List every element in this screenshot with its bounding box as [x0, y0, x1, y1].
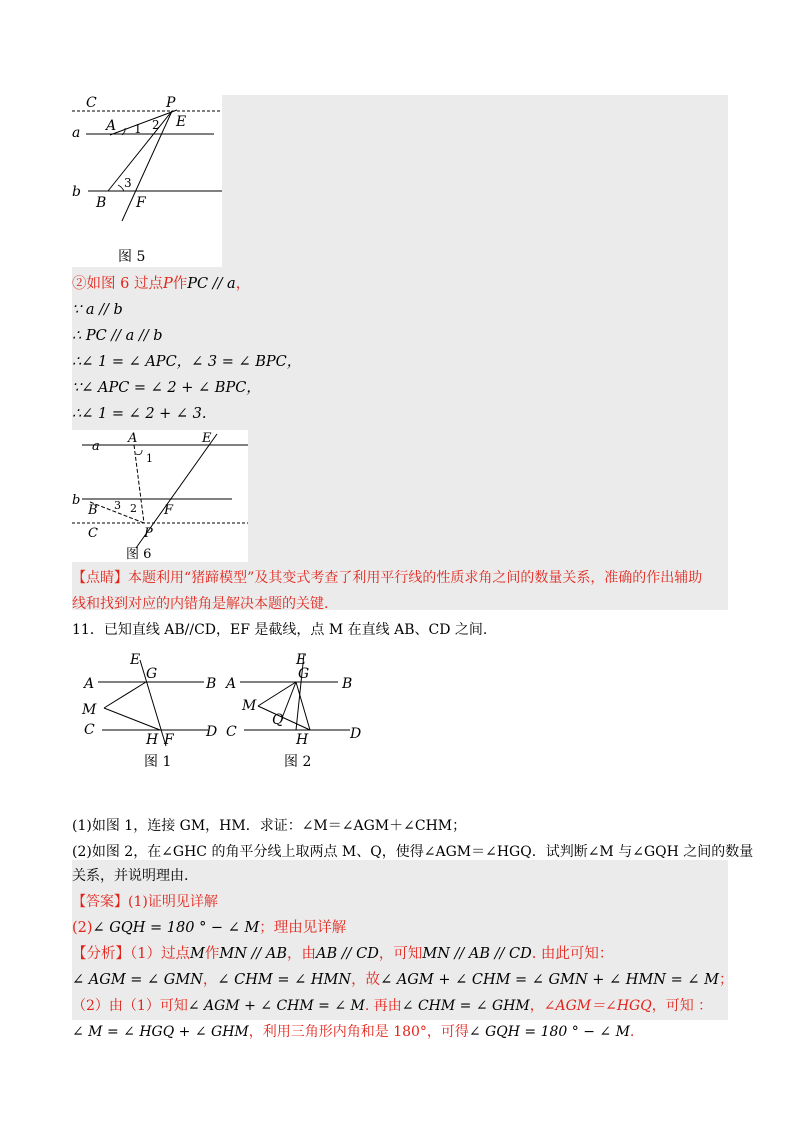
- answer-line1: [72, 892, 218, 912]
- analysis-l4-b: ，利用三角形内角和是 180°，可得: [248, 1024, 469, 1040]
- part2-line4: ∴∠ 1 = ∠ APC，∠ 3 = ∠ BPC，: [72, 354, 302, 370]
- fig2-label-G: G: [298, 666, 310, 682]
- analysis-l2-end: ；: [718, 972, 734, 988]
- comment-line2: 线和找到对应的内错角是解决本题的关键.: [72, 596, 329, 612]
- fig2-label-H: H: [296, 732, 309, 748]
- q11-figure-2: [222, 648, 372, 772]
- fig6-label-B: B: [88, 503, 98, 518]
- analysis-l3-expr2: ∠ CHM = ∠ GHM: [401, 998, 530, 1014]
- analysis-l1-expr2: AB // CD: [316, 946, 379, 962]
- fig6-label-3: 3: [114, 499, 121, 512]
- figure-6: [72, 430, 248, 562]
- analysis-line1: [72, 944, 613, 964]
- comment-text1: 本题利用“猪蹄模型”及其变式考查了利用平行线的性质求角之间的数量关系，准确的作出辅助: [128, 570, 703, 586]
- fig1-label-F: F: [164, 732, 174, 748]
- analysis-line4: [72, 1022, 634, 1042]
- fig5-label-E: E: [176, 114, 187, 130]
- fig1-label-A: A: [84, 676, 95, 692]
- analysis-l2-expr3: ∠ AGM + ∠ CHM = ∠ GMN + ∠ HMN = ∠ M: [380, 972, 719, 988]
- answer-a1: (1)证明见详解: [128, 894, 218, 910]
- analysis-l2-sep2: ，故: [351, 972, 381, 988]
- q11-figure-1: [80, 648, 230, 772]
- fig1-label-H: H: [146, 732, 159, 748]
- analysis-l4-expr2: ∠ GQH = 180 ° − ∠ M: [468, 1024, 630, 1040]
- q11-sub2-line1: (2)如图 2，在∠GHC 的角平分线上取两点 M、Q，使得∠AGM＝∠HGQ．试判断∠M 与∠GQH 之间的数量: [72, 844, 754, 860]
- analysis-line3: [72, 996, 712, 1016]
- fig1-label-G: G: [146, 666, 158, 682]
- answer-a2-end: ；理由见详解: [259, 920, 347, 936]
- answer-a2-expr: ∠ GQH = 180 ° − ∠ M: [92, 920, 260, 936]
- part2-line6: ∴∠ 1 = ∠ 2 + ∠ 3.: [72, 406, 207, 422]
- analysis-l3-c: ，: [529, 998, 544, 1014]
- part2-line5: ∵∠ APC = ∠ 2 + ∠ BPC，: [72, 380, 261, 396]
- analysis-l4-end: .: [629, 1024, 635, 1040]
- analysis-l1-expr1: MN // AB: [219, 946, 287, 962]
- solution-panel-top: [222, 95, 728, 267]
- fig5-label-3: 3: [124, 176, 132, 190]
- analysis-l3-expr3: ∠AGM＝∠HGQ: [543, 998, 652, 1014]
- fig5-label-1: 1: [134, 122, 142, 136]
- fig5-label-A: A: [106, 118, 117, 134]
- fig6-label-C: C: [88, 526, 98, 541]
- fig1-label-D: D: [206, 724, 218, 740]
- comment-tag: 【点睛】: [72, 570, 128, 586]
- analysis-l3-a: （2）由（1）可知: [72, 998, 188, 1014]
- fig2-label-E: E: [296, 652, 307, 668]
- part2-line1-end: ，: [235, 276, 251, 292]
- fig2-label-A: A: [226, 676, 237, 692]
- analysis-l2-expr2: ∠ CHM = ∠ HMN: [217, 972, 352, 988]
- fig2-label-D: D: [350, 726, 362, 742]
- analysis-l1-expr3: MN // AB // CD: [422, 946, 532, 962]
- analysis-l4-expr1: ∠ M = ∠ HGQ + ∠ GHM: [72, 1024, 249, 1040]
- fig1-label-E: E: [130, 652, 141, 668]
- part2-line2: ∵ a // b: [72, 302, 123, 318]
- figure-5: [72, 95, 222, 267]
- analysis-l1-b: 作: [204, 946, 220, 962]
- fig6-caption: 图 6: [126, 547, 152, 562]
- question-11-stem: 11．已知直线 AB//CD，EF 是截线，点 M 在直线 AB、CD 之间.: [72, 622, 488, 638]
- analysis-l3-b: . 再由: [364, 998, 402, 1014]
- fig6-label-a: a: [92, 439, 100, 454]
- fig6-label-b: b: [72, 493, 81, 508]
- fig5-label-a: a: [72, 125, 81, 141]
- analysis-l3-expr1: ∠ AGM + ∠ CHM = ∠ M: [187, 998, 365, 1014]
- fig6-label-E: E: [202, 431, 212, 446]
- q11-sub2-line2: 关系，并说明理由.: [72, 868, 189, 884]
- part2-line1-point: P: [162, 276, 173, 292]
- part2-line3: ∴ PC // a // b: [72, 328, 163, 344]
- analysis-l1-d: ，可知: [378, 946, 423, 962]
- answer-line2: [72, 918, 346, 938]
- part2-line1: [72, 274, 250, 294]
- analysis-l1-a: （1）过点: [130, 946, 190, 962]
- fig6-label-P: P: [144, 526, 153, 541]
- analysis-l3-d: ，可知 ：: [651, 998, 713, 1014]
- analysis-l2-sep1: ，: [202, 972, 218, 988]
- fig1-caption: 图 1: [144, 754, 172, 770]
- fig5-label-F: F: [136, 195, 146, 211]
- comment-line1: [72, 568, 702, 588]
- fig5-label-B: B: [96, 195, 107, 211]
- answer-a2-prefix: (2): [72, 920, 93, 936]
- fig5-label-C: C: [86, 95, 97, 111]
- analysis-l2-expr1: ∠ AGM = ∠ GMN: [72, 972, 203, 988]
- fig1-label-B: B: [206, 676, 217, 692]
- fig6-label-2: 2: [130, 502, 137, 515]
- analysis-tag: 【分析】: [72, 946, 130, 962]
- fig5-label-2: 2: [152, 118, 160, 132]
- analysis-l1-e: . 由此可知：: [531, 946, 614, 962]
- answer-tag: 【答案】: [72, 894, 128, 910]
- fig6-label-A: A: [128, 431, 138, 446]
- part2-line1-prefix: ②如图 6 过点: [72, 276, 163, 292]
- fig1-label-M: M: [82, 702, 97, 718]
- fig6-label-F: F: [164, 503, 174, 518]
- fig2-label-C: C: [226, 724, 237, 740]
- fig2-label-M: M: [242, 698, 257, 714]
- part2-line1-mid: 作: [172, 276, 188, 292]
- analysis-l1-M: M: [189, 946, 205, 962]
- fig5-label-b: b: [72, 184, 81, 200]
- fig1-label-C: C: [84, 722, 95, 738]
- q11-sub1: (1)如图 1，连接 GM，HM．求证：∠M＝∠AGM＋∠CHM；: [72, 818, 467, 834]
- analysis-line2: [72, 970, 733, 990]
- fig2-label-Q: Q: [272, 712, 284, 728]
- fig5-caption: 图 5: [118, 249, 146, 265]
- fig2-label-B: B: [342, 676, 353, 692]
- part2-line1-expr: PC // a: [187, 276, 236, 292]
- fig6-label-1: 1: [146, 452, 153, 465]
- analysis-l1-c: ，由: [287, 946, 316, 962]
- fig5-label-P: P: [166, 95, 176, 111]
- fig2-caption: 图 2: [284, 754, 312, 770]
